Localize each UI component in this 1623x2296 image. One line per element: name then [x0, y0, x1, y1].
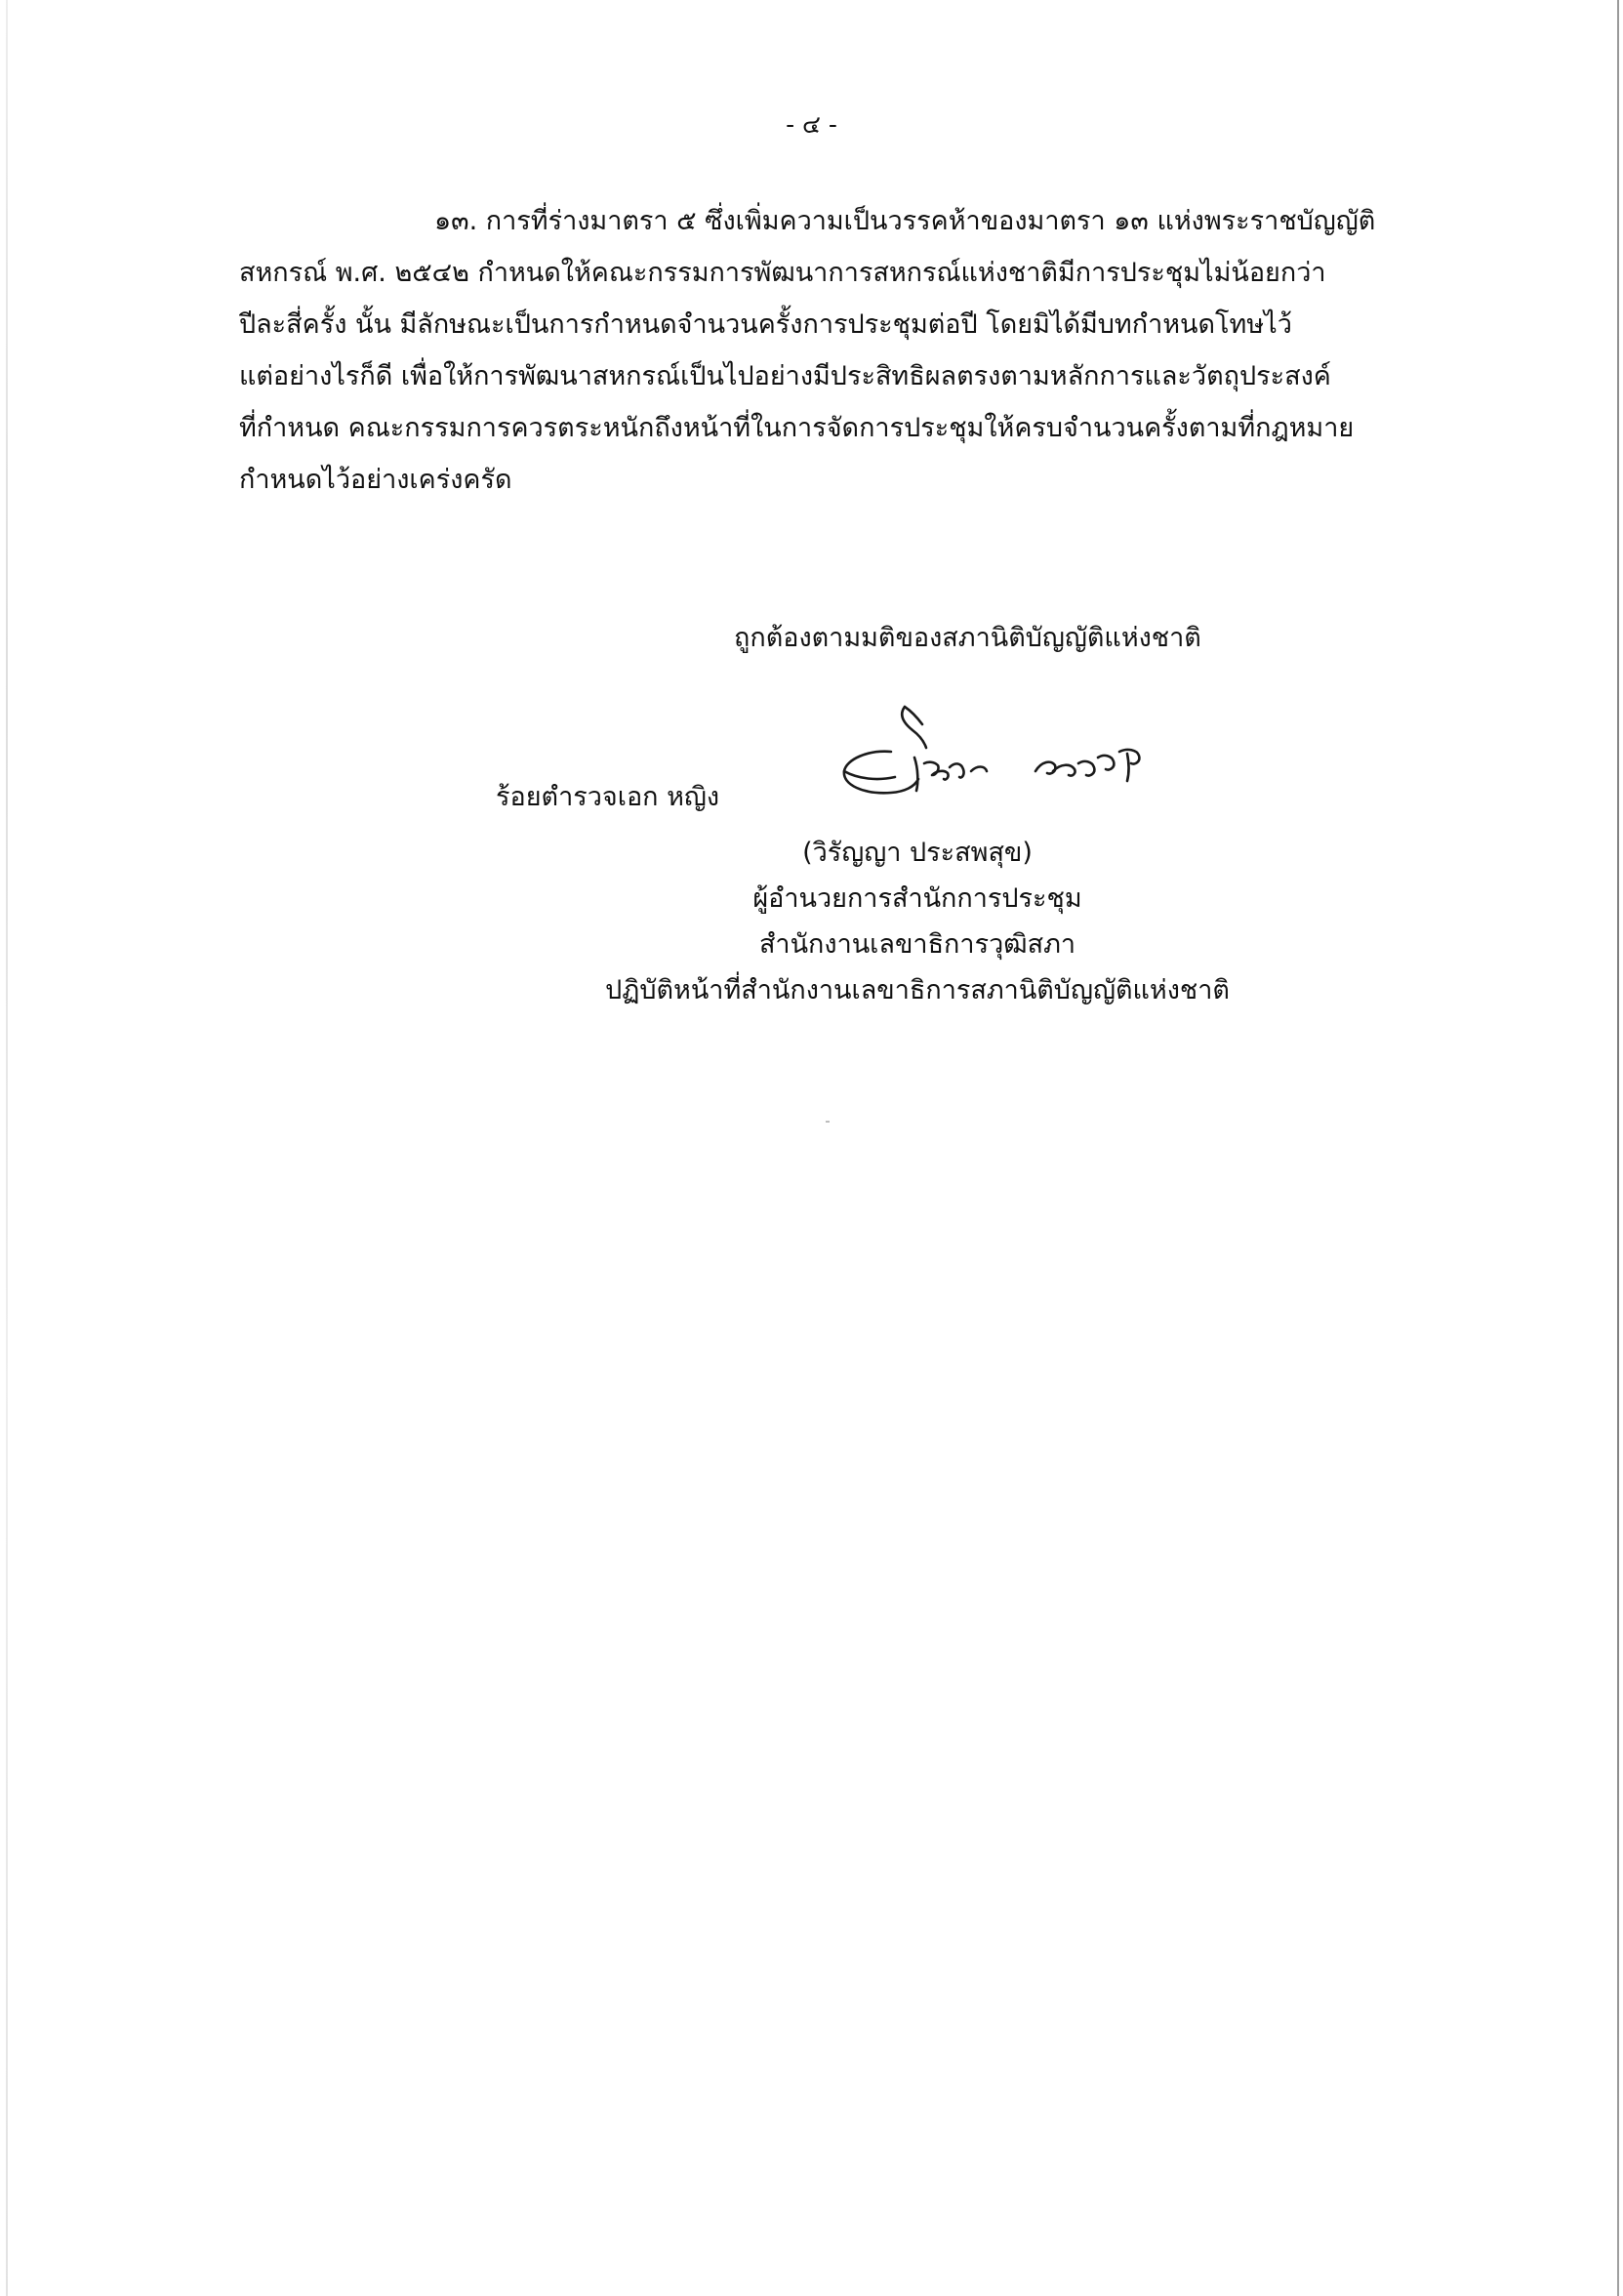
paragraph-line: แต่อย่างไรก็ดี เพื่อให้การพัฒนาสหกรณ์เป็นไปอย่างมีประสิทธิผลตรงตามหลักการและวัตถุประสงค์: [239, 361, 1331, 391]
handwritten-signature: [834, 701, 1166, 823]
paragraph-line: ๑๓. การที่ร่างมาตรา ๕ ซึ่งเพิ่มความเป็นวรรคห้าของมาตรา ๑๓ แห่งพระราชบัญญัติ: [434, 206, 1376, 236]
scan-speck: [826, 1121, 830, 1123]
signatory-rank: ร้อยตำรวจเอก หญิง: [496, 782, 720, 812]
paragraph-line: สหกรณ์ พ.ศ. ๒๕๔๒ กำหนดให้คณะกรรมการพัฒนาการสหกรณ์แห่งชาติมีการประชุมไม่น้อยกว่า: [239, 258, 1326, 288]
paragraph-line: ที่กำหนด คณะกรรมการควรตระหนักถึงหน้าที่ในการจัดการประชุมให้ครบจำนวนครั้งตามที่กฎหมาย: [239, 413, 1355, 443]
certification-statement: ถูกต้องตามมติของสภานิติบัญญัติแห่งชาติ: [734, 623, 1201, 653]
scan-edge-right: [1617, 0, 1619, 2296]
signatory-position: ผู้อำนวยการสำนักการประชุม: [752, 883, 1082, 914]
paragraph-line: กำหนดไว้อย่างเคร่งครัด: [239, 465, 512, 495]
page-number: - ๔ -: [786, 110, 837, 139]
signatory-name: (วิรัญญา ประสพสุข): [802, 838, 1033, 868]
signature-block: [547, 830, 1288, 1013]
scan-edge-left: [6, 0, 8, 2296]
paragraph-line: ปีละสี่ครั้ง นั้น มีลักษณะเป็นการกำหนดจำนวนครั้งการประชุมต่อปี โดยมิได้มีบทกำหนดโทษไว้: [239, 309, 1292, 340]
signatory-acting-office: ปฏิบัติหน้าที่สำนักงานเลขาธิการสภานิติบัญญัติแห่งชาติ: [605, 975, 1230, 1005]
signatory-office: สำนักงานเลขาธิการวุฒิสภา: [758, 929, 1076, 960]
main-paragraph: [239, 195, 1471, 506]
